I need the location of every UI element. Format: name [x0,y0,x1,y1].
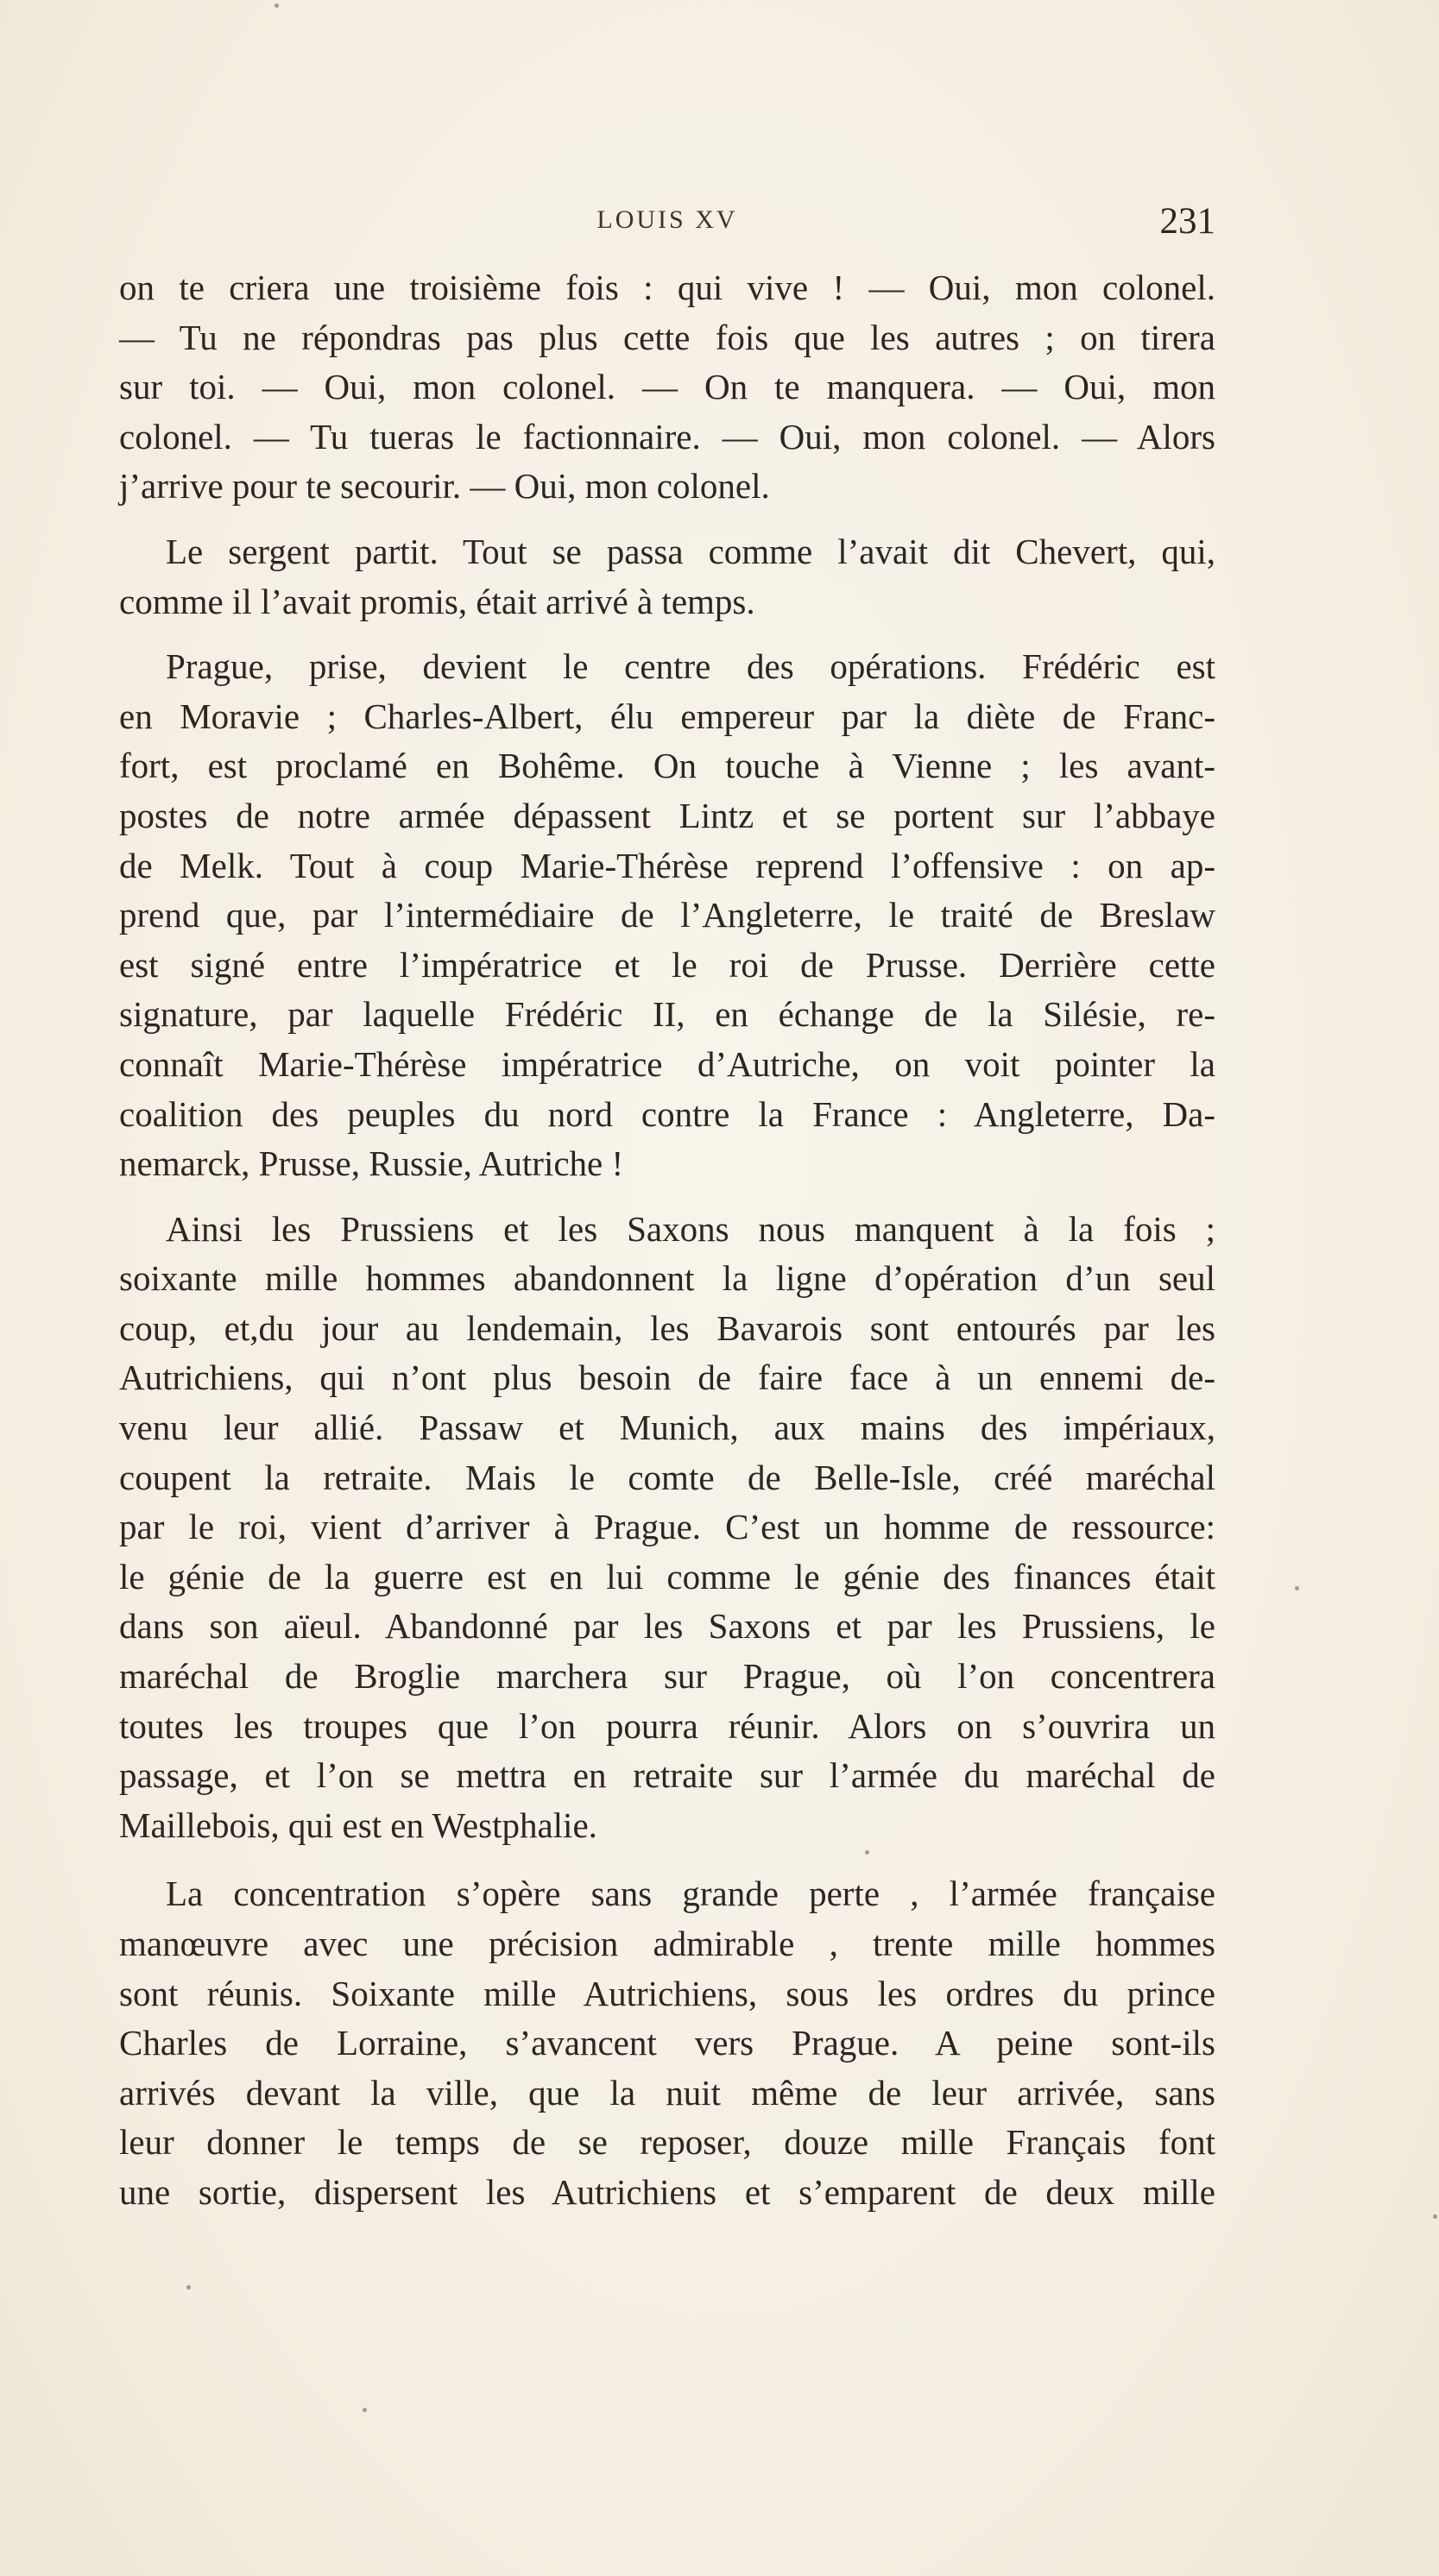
text-line: nemarck, Prusse, Russie, Autriche ! [119,1143,624,1184]
text-line: arrivés devant la ville, que la nuit même de leur arrivée, sans [119,2072,1215,2113]
text-line: coupent la retraite. Mais le comte de Belle-Isle, créé maréchal [119,1457,1215,1497]
text-line: toutes les troupes que l’on pourra réunir. Alors on s’ouvrira un [119,1705,1215,1746]
paragraph [119,1205,1215,1851]
text-line: comme il l’avait promis, était arrivé à temps. [119,581,755,621]
text-line: postes de notre armée dépassent Lintz et se portent sur l’abbaye [119,795,1215,835]
running-head [119,200,1215,249]
text-line: prend que, par l’intermédiaire de l’Angleterre, le traité de Breslaw [119,895,1215,935]
body-text [119,263,1215,2218]
text-line: le génie de la guerre est en lui comme le génie des finances était [119,1556,1215,1597]
text-line: sont réunis. Soixante mille Autrichiens, sous les ordres du prince [119,1973,1215,2013]
text-line: de Melk. Tout à coup Marie-Thérèse reprend l’offensive : on ap- [119,845,1215,885]
paper-speck [865,1850,869,1855]
paper-speck [363,2408,367,2412]
text-line: Prague, prise, devient le centre des opérations. Frédéric est [166,646,1215,687]
text-line: maréchal de Broglie marchera sur Prague, où l’on concentrera [119,1656,1215,1697]
text-line: on te criera une troisième fois : qui vive ! — Oui, mon colonel. [119,268,1215,307]
text-line: passage, et l’on se mettra en retraite sur l’armée du maréchal de [119,1755,1215,1796]
text-line: fort, est proclamé en Bohême. On touche à Vienne ; les avant- [119,746,1215,786]
text-line: sur toi. — Oui, mon colonel. — On te manquera. — Oui, mon [119,367,1215,407]
text-line: Charles de Lorraine, s’avancent vers Prague. A peine sont-ils [119,2023,1215,2063]
text-line: coup, et,du jour au lendemain, les Bavarois sont entourés par les [119,1307,1215,1348]
text-line: Ainsi les Prussiens et les Saxons nous manquent à la fois ; [166,1208,1215,1249]
text-line: coalition des peuples du nord contre la France : Angleterre, Da- [119,1093,1215,1134]
text-line: signature, par laquelle Frédéric II, en échange de la Silésie, re- [119,994,1215,1035]
text-line: Maillebois, qui est en Westphalie. [119,1804,597,1845]
text-line: La concentration s’opère sans grande perte , l’armée française [166,1874,1215,1914]
text-line: connaît Marie-Thérèse impératrice d’Autriche, on voit pointer la [119,1043,1215,1084]
page-number: 231 [1159,201,1215,242]
paper-speck [1295,1586,1299,1590]
text-line: en Moravie ; Charles-Albert, élu empereur par la diète de Franc- [119,696,1215,736]
text-line: leur donner le temps de se reposer, douze mille Français font [119,2122,1215,2163]
paragraph [119,263,1215,512]
paragraph [119,642,1215,1189]
text-line: colonel. — Tu tueras le factionnaire. — Oui, mon colonel. — Alors [119,416,1215,457]
text-line: soixante mille hommes abandonnent la ligne d’opération d’un seul [119,1258,1215,1299]
text-line: — Tu ne répondras pas plus cette fois que les autres ; on tirera [119,317,1215,357]
paper-speck [186,2285,191,2289]
paragraph [119,1869,1215,2217]
text-line: venu leur allié. Passaw et Munich, aux mains des impériaux, [119,1408,1215,1448]
paper-speck [1433,2214,1437,2219]
running-title: LOUIS XV [596,205,738,234]
paper-speck [275,3,279,8]
paragraph [119,527,1215,627]
text-line: Autrichiens, qui n’ont plus besoin de faire face à un ennemi de- [119,1357,1215,1398]
text-line: par le roi, vient d’arriver à Prague. C’est un homme de ressource: [119,1507,1215,1547]
text-line: Le sergent partit. Tout se passa comme l’avait dit Chevert, qui, [166,531,1215,571]
text-line: une sortie, dispersent les Autrichiens et s’emparent de deux mille [119,2171,1215,2212]
text-line: est signé entre l’impératrice et le roi de Prusse. Derrière cette [119,944,1215,985]
text-line: dans son aïeul. Abandonné par les Saxons et par les Prussiens, le [119,1606,1215,1647]
text-line: j’arrive pour te secourir. — Oui, mon colonel. [119,466,770,507]
text-line: manœuvre avec une précision admirable , trente mille hommes [119,1924,1215,1963]
